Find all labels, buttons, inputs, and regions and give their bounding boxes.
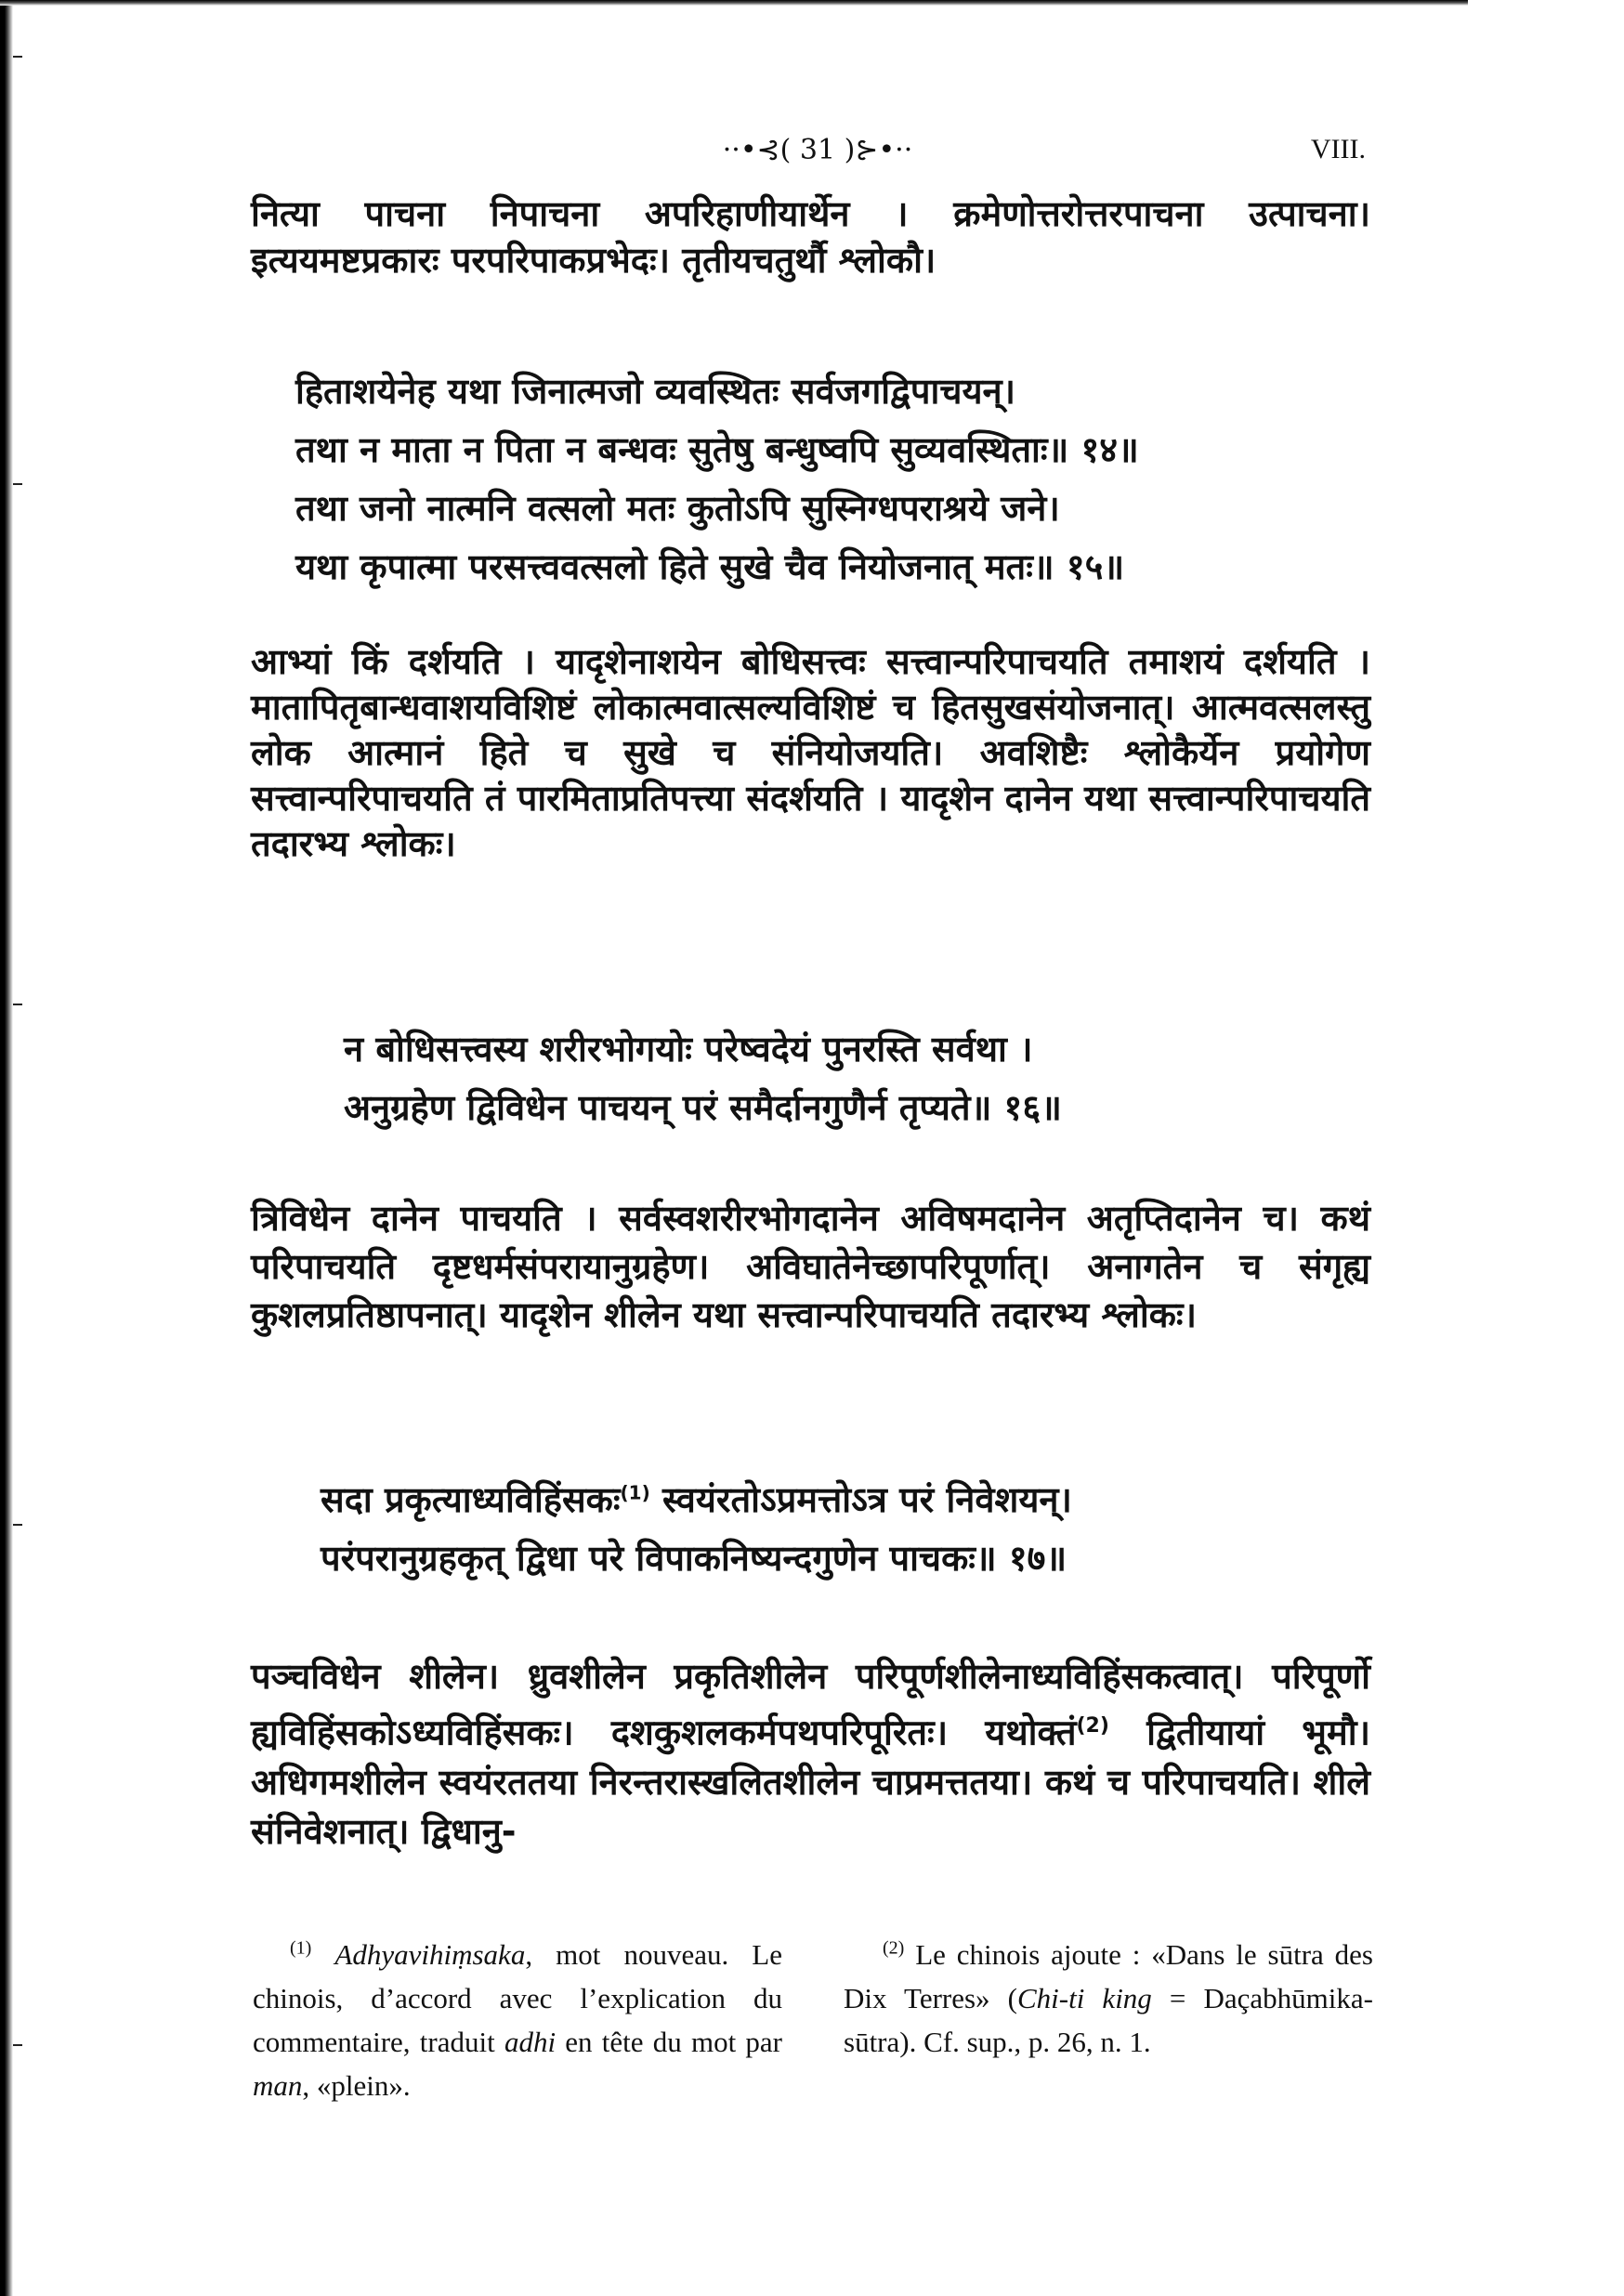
verse-line: तथा जनो नात्मनि वत्सलो मतः कुतोऽपि सुस्निग्धपराश्रये जने। xyxy=(295,488,1060,529)
footnote-2 xyxy=(844,1933,1373,2064)
footnote-2-mark: (2) xyxy=(883,1937,905,1959)
footnote-text: en tête du mot par xyxy=(556,2026,783,2058)
edge-mark xyxy=(13,2044,22,2046)
verse-line: परंपरानुग्रहकृत् द्विधा परे विपाकनिष्यन्दगुणेन पाचकः॥ १७॥ xyxy=(321,1538,1067,1579)
verse-text: सदा प्रकृत्याध्यविहिंसकः xyxy=(321,1479,621,1520)
section-label: VIII. xyxy=(1310,134,1366,164)
verse-line: न बोधिसत्त्वस्य शरीरभोगयोः परेष्वदेयं पुनरस्ति सर्वथा । xyxy=(344,1029,1033,1069)
footnote-ref-1: (1) xyxy=(620,1481,650,1504)
verse-block-14-15 xyxy=(295,362,1139,597)
footnote-term: Adhyavihiṃsaka xyxy=(334,1938,526,1971)
commentary-paragraph-2: आभ्यां किं दर्शयति । यादृशेनाशयेन बोधिसत्त्वः सत्त्वान्परिपाचयति तमाशयं दर्शयति । मातापितृबान्धवाशयविशिष्टं लोकात्मवात्सल्यविशिष्टं च हितसुखसंयोजनात्। आत्मवत्सलस्तु लोक आत्मानं हिते च सुखे च संनियोजयति। अवशिष्टैः श्लोकैर्येन प्रयोगेण सत्त्वान्परिपाचयति तं पारमिताप्रतिपत्त्या संदर्शयति । यादृशेन दानेन यथा सत्त्वान्परिपाचयति तदारभ्य श्लोकः। xyxy=(251,641,1370,864)
commentary-paragraph-1: नित्या पाचना निपाचना अपरिहाणीयार्थेन । क्रमेणोत्तरोत्तरपाचना उत्पाचना। इत्ययमष्टप्रकारः परपरिपाकप्रभेदः। तृतीयचतुर्थौ श्लोकौ। xyxy=(251,193,1370,281)
commentary-paragraph-4 xyxy=(251,1652,1370,1856)
page-number: ··•⊰( 31 )⊱•·· xyxy=(722,134,913,166)
verse-text: स्वयंरतोऽप्रमत्तोऽत्र परं निवेशयन्। xyxy=(649,1479,1072,1520)
verse-line: यथा कृपात्मा परसत्त्ववत्सलो हिते सुखे चैव नियोजनात् मतः॥ १५॥ xyxy=(295,546,1125,587)
footnote-1 xyxy=(253,1933,782,2107)
footnote-term: adhi xyxy=(504,2026,557,2058)
footnote-text: , «plein». xyxy=(302,2069,411,2102)
footnote-text: , mot nouveau. Le chinois, d’accord avec l’explication du commentaire, traduit xyxy=(253,1938,782,2058)
verse-line: हिताशयेनेह यथा जिनात्मजो व्यवस्थितः सर्वजगद्विपाचयन्। xyxy=(295,371,1015,412)
verse-line: अनुग्रहेण द्विविधेन पाचयन् परं समैर्दानगुणैर्न तृप्यते॥ १६॥ xyxy=(344,1087,1062,1128)
edge-mark xyxy=(13,1524,22,1526)
verse-block-16 xyxy=(344,1020,1062,1137)
footnote-1-mark: (1) xyxy=(290,1937,312,1959)
footnote-ref-2: (2) xyxy=(1076,1714,1109,1738)
footnote-text: = Daçabhūmika-sūtra). Cf. sup., p. 26, n. 1. xyxy=(844,1982,1373,2058)
footnote-term: Chi-ti king xyxy=(1016,1982,1152,2014)
paragraph-text: द्वितीयायां भूमौ। अधिगमशीलेन स्वयंरततया निरन्तरास्खलितशीलेन चाप्रमत्ततया। कथं च परिपाचयति। शीले संनिवेशनात्। द्विधानु- xyxy=(251,1712,1370,1852)
edge-mark xyxy=(13,56,22,58)
commentary-paragraph-3: त्रिविधेन दानेन पाचयति । सर्वस्वशरीरभोगदानेन अविषमदानेन अतृप्तिदानेन च। कथं परिपाचयति दृष्टधर्मसंपरायानुग्रहेण। अविघातेनेच्छापरिपूर्णात्। अनागतेन च संगृह्य कुशलप्रतिष्ठापनात्। यादृशेन शीलेन यथा सत्त्वान्परिपाचयति तदारभ्य श्लोकः। xyxy=(251,1198,1370,1335)
footnote-term: man xyxy=(253,2069,303,2102)
footnote-text: Le chinois ajoute : «Dans le sūtra des Dix Terres» ( xyxy=(844,1938,1373,2014)
verse-line xyxy=(321,1471,1072,1529)
verse-block-17 xyxy=(321,1471,1072,1588)
page-header xyxy=(251,130,1366,177)
paragraph-text: पञ्चविधेन शीलेन। ध्रुवशीलेन प्रकृतिशीलेन परिपूर्णशीलेनाध्यविहिंसकत्वात्। परिपूर्णो ह्यविहिंसकोऽध्यविहिंसकः। दशकुशलकर्मपथपरिपूरितः। यथोक्तं xyxy=(251,1656,1370,1753)
edge-mark xyxy=(13,483,22,485)
verse-line: तथा न माता न पिता न बन्धवः सुतेषु बन्धुष्वपि सुव्यवस्थिताः॥ १४॥ xyxy=(295,429,1139,470)
page-binding-edge xyxy=(0,0,13,2296)
edge-mark xyxy=(13,1004,22,1005)
page-top-edge xyxy=(0,0,1468,6)
